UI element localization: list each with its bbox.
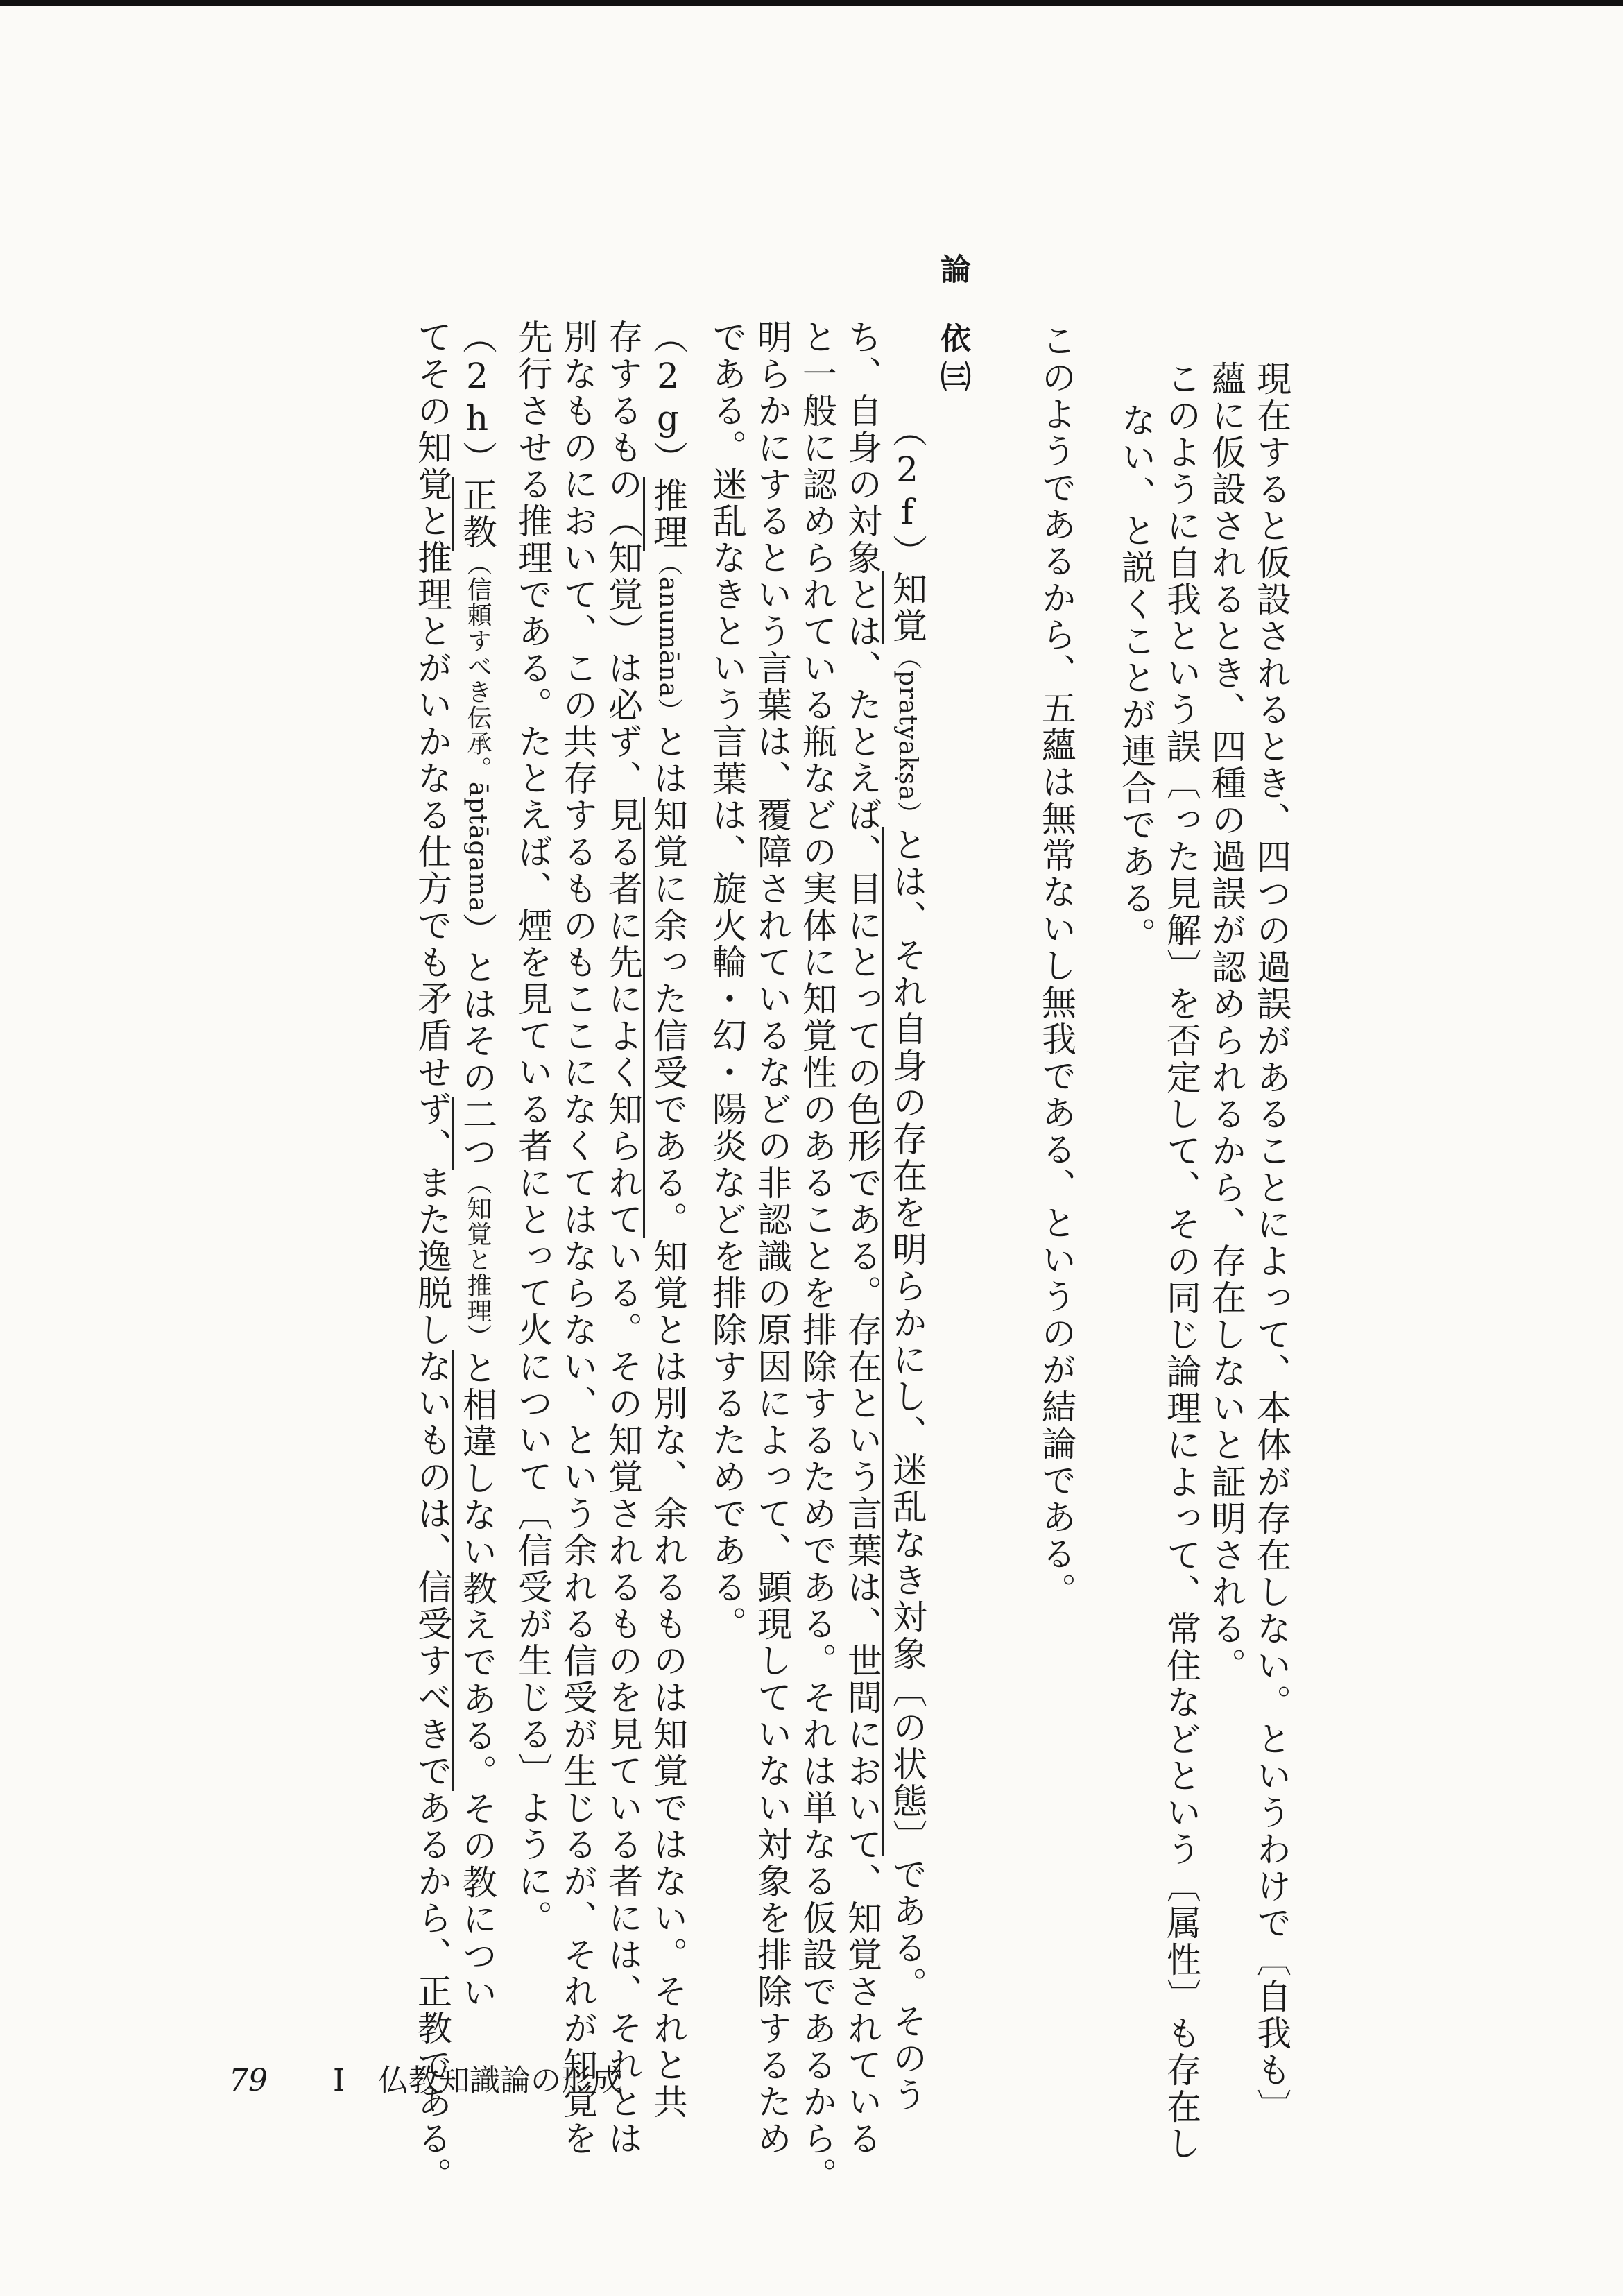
- text-line-13: 別なものにおいて、この共存するものもここになくてはならない、という余れる信受が生じるが、それが知覚を: [558, 319, 598, 2157]
- page-number: 79: [229, 2063, 268, 2098]
- text-fragment: とは: [648, 723, 688, 798]
- text-line-12: 存するもの（知覚）は必ず、見る者に先によく知られている。その知覚されるものを見ている者には、それとは: [603, 319, 643, 2157]
- text-fragment: である。そのう: [887, 1856, 927, 2114]
- text-line-3: このように自我という誤〔った見解〕を否定して、その同じ論理によって、常住などという〔属性〕も存在し: [1161, 361, 1201, 2162]
- sanskrit-pratyaksa: （pratyakṣa）: [893, 644, 922, 827]
- term-perception: 知覚: [882, 571, 927, 644]
- text-fragment: その教につい: [457, 1790, 497, 2012]
- definition-scripture: と相違しない教えである。: [452, 1350, 497, 1791]
- running-title: 仏教知識論の形成: [378, 2063, 622, 2098]
- section-2h-label: （2h）: [457, 319, 497, 477]
- text-line-14: 先行させる推理である。たとえば、煙を見ている者にとって火について〔信受が生じる〕ように。: [513, 319, 553, 1937]
- text-line-2: 蘊に仮設されるとき、四種の過誤が認められるから、存在しないと証明される。: [1206, 361, 1246, 1684]
- text-line-10: である。迷乱なきという言葉は、旋火輪・幻・陽炎などを排除するためである。: [707, 319, 747, 1643]
- part-numeral: I: [333, 2063, 345, 2098]
- side-label-yori: 依: [935, 323, 970, 353]
- text-line-4: ない、と説くことが連合である。: [1116, 402, 1156, 954]
- text-line-7: ち、自身の対象とは、たとえば、目にとっての色形である。存在という言葉は、世間において、知覚されている: [842, 319, 882, 2157]
- section-2f-label: （2f）: [887, 413, 927, 571]
- section-2g-label: （2g）: [648, 319, 688, 477]
- text-line-9: 明らかにするという言葉は、覆障されているなどの非認識の原因によって、顕現していない対象を排除するため: [752, 319, 792, 2157]
- side-label-ron: 論: [935, 253, 970, 284]
- sanskrit-anumana: （anumāna）: [654, 551, 682, 724]
- term-scripture: 正教: [452, 477, 497, 551]
- text-line-15: [454, 319, 500, 2012]
- definition-part-1: それ自身の存在を明らかにし、: [882, 937, 927, 1452]
- text-fragment: ）とはその: [457, 912, 497, 1097]
- text-fragment: 知覚とは別な、余れるものは知覚ではない。それと共: [648, 1238, 688, 2121]
- text-line-6: [884, 413, 930, 2114]
- definition-part-2: 迷乱なき対象〔の状態〕: [882, 1452, 927, 1856]
- text-line-8: と一般に認められている瓶などの実体に知覚性のあることを排除するためである。それは単なる仮設であるから。: [797, 319, 837, 2194]
- text-line-16: てその知覚と推理とがいかなる仕方でも矛盾せず、また逸脱しないものは、信受すべきであるから、正教である。: [412, 319, 452, 2194]
- text-line-5: このようであるから、五蘊は無常ないし無我である、というのが結論である。: [1036, 323, 1076, 1609]
- term-two: 二つ: [452, 1097, 497, 1170]
- sanskrit-aptagama: āptāgama: [463, 782, 492, 913]
- text-line-11: [645, 319, 691, 2121]
- gloss-reliable-tradition: （信頼すべき伝承。: [463, 551, 492, 782]
- gloss-perception-inference: （知覚と推理）: [463, 1170, 492, 1350]
- side-label-num: ㈢: [935, 361, 970, 391]
- top-border-rule: [0, 0, 1623, 6]
- text-fragment: とは、: [882, 827, 927, 937]
- text-line-1: 現在すると仮設されるとき、四つの過誤があることによって、本体が存在しない。というわけで〔自我も〕: [1251, 361, 1291, 2125]
- definition-inference: 知覚に余った信受である。: [643, 797, 688, 1238]
- term-inference: 推理: [643, 477, 688, 551]
